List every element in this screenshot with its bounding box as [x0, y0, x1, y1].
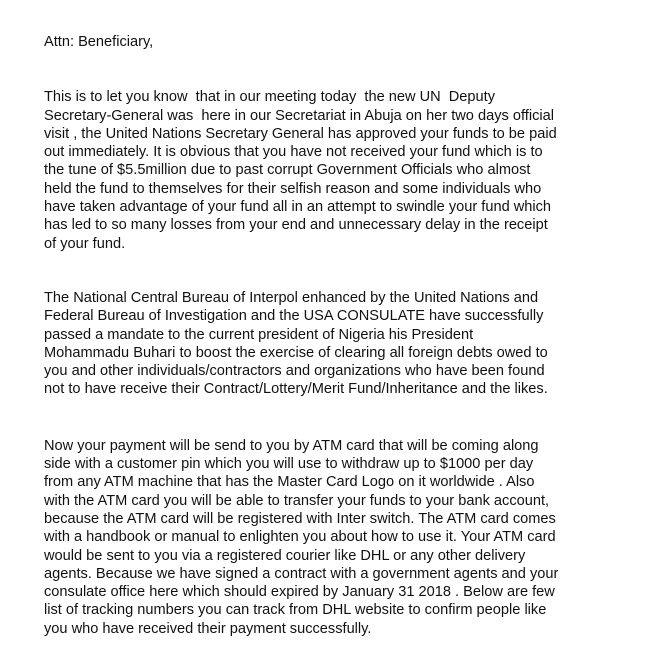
paragraph-spacer: [44, 253, 656, 289]
text-line: passed a mandate to the current president of Nigeria his President: [44, 326, 474, 343]
text-line: visit , the United Nations Secretary General has approved your funds to be paid: [44, 125, 557, 142]
text-line: The National Central Bureau of Interpol enhanced by the United Nations and: [44, 289, 539, 306]
text-line: the tune of $5.5million due to past corrupt Government Officials who almost: [44, 162, 531, 179]
letter-greeting: Attn: Beneficiary,: [44, 34, 154, 50]
paragraph-un-approval: [44, 88, 656, 253]
text-line: with a handbook or manual to enlighten you about how to use it. Your ATM card: [44, 529, 556, 546]
text-line: held the fund to themselves for their selfish reason and some individuals who: [44, 180, 542, 197]
text-line: you who have received their payment successfully.: [44, 620, 372, 637]
text-line: This is to let you know that in our meeting today the new UN Deputy: [44, 89, 496, 106]
paragraph-atm-card: [44, 437, 656, 638]
text-line: with the ATM card you will be able to transfer your funds to your bank account,: [44, 492, 550, 509]
text-line: has led to so many losses from your end and unnecessary delay in the receipt: [44, 217, 548, 234]
text-line: Now your payment will be send to you by ATM card that will be coming along: [44, 437, 539, 454]
text-line: Secretary-General was here in our Secretariat in Abuja on her two days official: [44, 107, 554, 124]
text-line: out immediately. It is obvious that you have not received your fund which is to: [44, 144, 543, 161]
text-line: would be sent to you via a registered courier like DHL or any other delivery: [44, 547, 526, 564]
text-line: list of tracking numbers you can track from DHL website to confirm people like: [44, 602, 547, 619]
text-line: of your fund.: [44, 235, 126, 252]
paragraph-spacer: [44, 399, 656, 437]
text-line: have taken advantage of your fund all in an attempt to swindle your fund which: [44, 199, 552, 216]
text-line: side with a customer pin which you will use to withdraw up to $1000 per day: [44, 456, 534, 473]
letter-body: [44, 33, 656, 638]
text-line: not to have receive their Contract/Lottery/Merit Fund/Inheritance and the likes.: [44, 381, 548, 398]
text-line: because the ATM card will be registered with Inter switch. The ATM card comes: [44, 510, 556, 527]
text-line: consulate office here which should expired by January 31 2018 . Below are few: [44, 584, 555, 601]
paragraph-spacer: [44, 51, 656, 88]
text-line: you and other individuals/contractors and organizations who have been found: [44, 363, 545, 380]
text-line: Mohammadu Buhari to boost the exercise of clearing all foreign debts owed to: [44, 344, 548, 361]
paragraph-interpol-mandate: [44, 289, 656, 399]
text-line: agents. Because we have signed a contract with a government agents and your: [44, 565, 559, 582]
text-line: Federal Bureau of Investigation and the USA CONSULATE have successfully: [44, 308, 544, 325]
text-line: from any ATM machine that has the Master Card Logo on it worldwide . Also: [44, 474, 535, 491]
